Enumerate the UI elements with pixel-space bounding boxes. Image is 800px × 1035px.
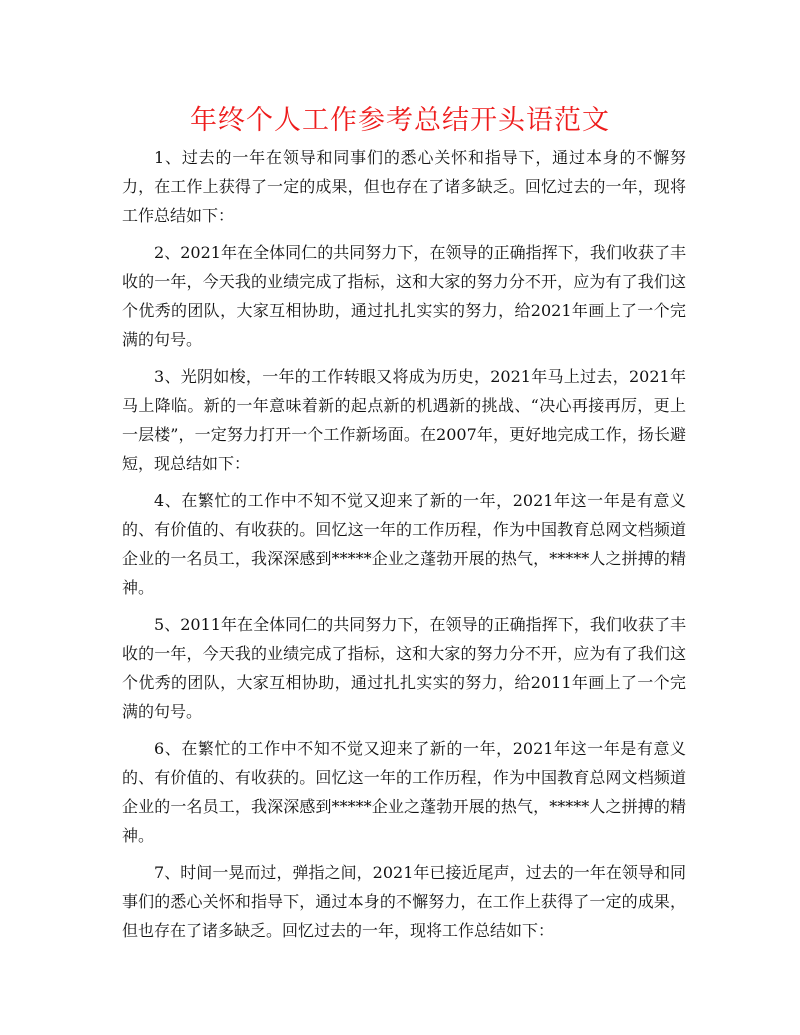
document-title: 年终个人工作参考总结开头语范文 [190, 105, 610, 136]
paragraph-4: 4、在繁忙的工作中不知不觉又迎来了新的一年，2021年这一年是有意义的、有价值的、有收获的。回忆这一年的工作历程，作为中国教育总网文档频道企业的一名员工，我深深感到*****企业之蓬勃开展的热气，*****人之拼搏的精神。 [122, 491, 686, 597]
paragraph-7: 7、时间一晃而过，弹指之间，2021年已接近尾声，过去的一年在领导和同事们的悉心关怀和指导下，通过本身的不懈努力，在工作上获得了一定的成果，但也存在了诸多缺乏。回忆过去的一年，现将工作总结如下： [122, 863, 686, 940]
paragraph-5: 5、2011年在全体同仁的共同努力下，在领导的正确指挥下，我们收获了丰收的一年，今天我的业绩完成了指标，这和大家的努力分不开，应为有了我们这个优秀的团队，大家互相协助，通过扎扎实实的努力，给2011年画上了一个完满的句号。 [122, 615, 686, 721]
paragraph-2: 2、2021年在全体同仁的共同努力下，在领导的正确指挥下，我们收获了丰收的一年，今天我的业绩完成了指标，这和大家的努力分不开，应为有了我们这个优秀的团队，大家互相协助，通过扎扎实实的努力，给2021年画上了一个完满的句号。 [122, 243, 686, 349]
paragraph-6: 6、在繁忙的工作中不知不觉又迎来了新的一年，2021年这一年是有意义的、有价值的、有收获的。回忆这一年的工作历程，作为中国教育总网文档频道企业的一名员工，我深深感到*****企业之蓬勃开展的热气，*****人之拼搏的精神。 [122, 739, 686, 845]
paragraph-3: 3、光阴如梭，一年的工作转眼又将成为历史，2021年马上过去，2021年马上降临。新的一年意味着新的起点新的机遇新的挑战、“决心再接再厉，更上一层楼”，一定努力打开一个工作新场面。在2007年，更好地完成工作，扬长避短，现总结如下： [122, 367, 686, 473]
paragraph-1: 1、过去的一年在领导和同事们的悉心关怀和指导下，通过本身的不懈努力，在工作上获得了一定的成果，但也存在了诸多缺乏。回忆过去的一年，现将工作总结如下： [122, 148, 686, 225]
document-body [122, 143, 686, 953]
